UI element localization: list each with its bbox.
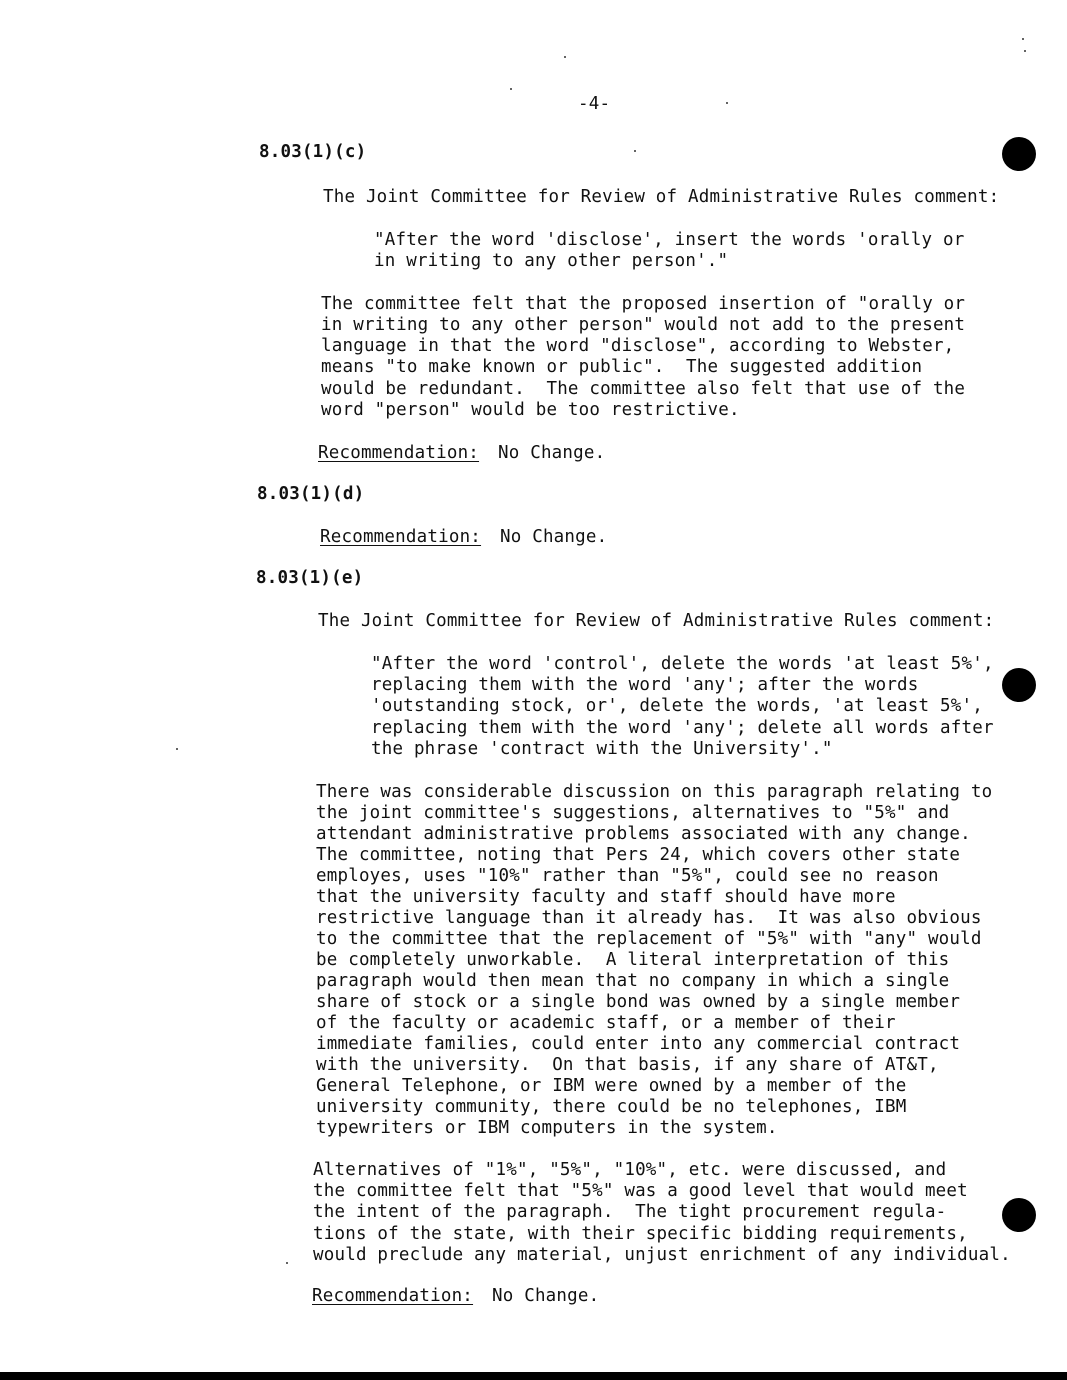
section-e-discussion-line: paragraph would then mean that no company in which a single — [316, 971, 950, 991]
section-e-quote-line: the phrase 'contract with the University'." — [371, 739, 833, 759]
punch-hole-bottom — [1002, 1198, 1036, 1232]
section-e-discussion2-line: would preclude any material, unjust enrichment of any individual. — [313, 1245, 1011, 1265]
scan-speck — [176, 748, 178, 750]
section-e-discussion-line: share of stock or a single bond was owned by a single member — [316, 992, 961, 1012]
section-e-discussion-line: attendant administrative problems associated with any change. — [316, 824, 971, 844]
section-e-discussion-line: with the university. On that basis, if any share of AT&T, — [316, 1055, 939, 1075]
section-e-discussion-line: be completely unworkable. A literal interpretation of this — [316, 950, 950, 970]
scan-speck — [1022, 38, 1024, 40]
section-e-recommendation-value: No Change. — [492, 1286, 600, 1306]
section-c-discussion-line: language in that the word "disclose", according to Webster, — [321, 336, 955, 356]
section-e-discussion-line: typewriters or IBM computers in the system. — [316, 1118, 778, 1138]
punch-hole-middle — [1002, 668, 1036, 702]
section-e-discussion2-line: Alternatives of "1%", "5%", "10%", etc. were discussed, and — [313, 1160, 947, 1180]
section-e-quote-line: "After the word 'control', delete the words 'at least 5%', — [371, 654, 994, 674]
section-e-discussion-line: The committee, noting that Pers 24, which covers other state — [316, 845, 961, 865]
section-e-recommendation-label: Recommendation: — [312, 1286, 474, 1306]
section-e-discussion-line: General Telephone, or IBM were owned by a member of the — [316, 1076, 907, 1096]
section-e-intro: The Joint Committee for Review of Administrative Rules comment: — [318, 611, 995, 631]
section-e-discussion2-line: tions of the state, with their specific bidding requirements, — [313, 1224, 968, 1244]
section-heading-d: 8.03(1)(d) — [257, 484, 365, 504]
section-c-discussion-line: word "person" would be too restrictive. — [321, 400, 740, 420]
section-e-discussion2-line: the committee felt that "5%" was a good level that would meet — [313, 1181, 968, 1201]
scan-speck — [634, 150, 636, 152]
section-c-recommendation-label: Recommendation: — [318, 443, 480, 463]
section-e-discussion-line: the joint committee's suggestions, alternatives to "5%" and — [316, 803, 950, 823]
section-e-discussion-line: There was considerable discussion on this paragraph relating to — [316, 782, 993, 802]
section-c-discussion-line: means "to make known or public". The suggested addition — [321, 357, 923, 377]
scan-speck — [1024, 50, 1026, 52]
section-c-intro: The Joint Committee for Review of Administrative Rules comment: — [323, 187, 1000, 207]
scan-speck — [510, 88, 512, 90]
punch-hole-top — [1002, 137, 1036, 171]
section-e-discussion-line: immediate families, could enter into any commercial contract — [316, 1034, 961, 1054]
section-e-quote-line: replacing them with the word 'any'; after the words — [371, 675, 919, 695]
section-e-discussion-line: employes, uses "10%" rather than "5%", could see no reason — [316, 866, 939, 886]
section-heading-e: 8.03(1)(e) — [256, 568, 364, 588]
section-d-recommendation-label: Recommendation: — [320, 527, 482, 547]
section-c-discussion-line: The committee felt that the proposed insertion of "orally or — [321, 294, 966, 314]
section-e-quote-line: replacing them with the word 'any'; delete all words after — [371, 718, 994, 738]
section-e-discussion-line: to the committee that the replacement of "5%" with "any" would — [316, 929, 982, 949]
section-e-discussion-line: restrictive language than it already has. It was also obvious — [316, 908, 982, 928]
section-d-recommendation-value: No Change. — [500, 527, 608, 547]
section-e-discussion-line: of the faculty or academic staff, or a member of their — [316, 1013, 896, 1033]
section-e-discussion2-line: the intent of the paragraph. The tight procurement regula- — [313, 1202, 947, 1222]
page-number: -4- — [578, 94, 611, 114]
section-c-quote-line: "After the word 'disclose', insert the words 'orally or — [374, 230, 965, 250]
section-e-discussion-line: that the university faculty and staff should have more — [316, 887, 896, 907]
scan-speck — [726, 102, 728, 104]
section-c-discussion-line: in writing to any other person" would not add to the present — [321, 315, 966, 335]
section-c-quote-line: in writing to any other person'." — [374, 251, 729, 271]
section-c-discussion-line: would be redundant. The committee also felt that use of the — [321, 379, 966, 399]
section-c-recommendation-value: No Change. — [498, 443, 606, 463]
section-e-discussion-line: university community, there could be no telephones, IBM — [316, 1097, 907, 1117]
scan-speck — [564, 56, 566, 58]
section-heading-c: 8.03(1)(c) — [259, 142, 367, 162]
section-e-quote-line: 'outstanding stock, or', delete the words, 'at least 5%', — [371, 696, 983, 716]
scan-speck — [286, 1262, 288, 1264]
scan-bottom-edge — [0, 1372, 1067, 1380]
